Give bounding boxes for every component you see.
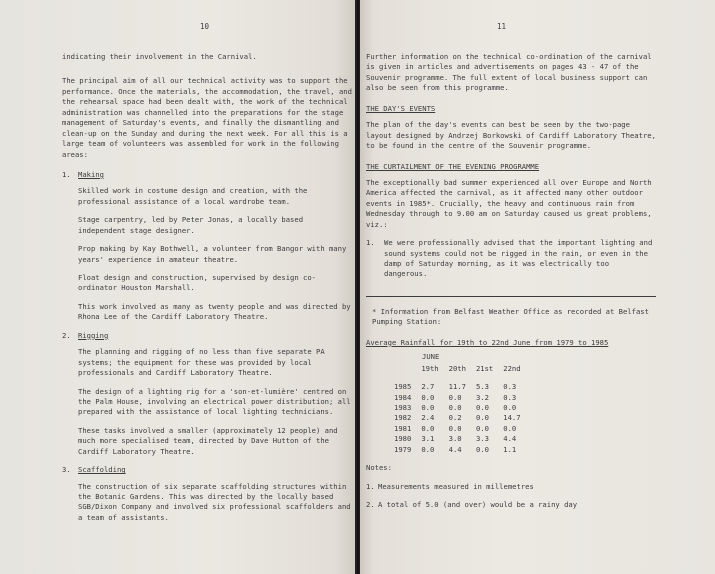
section-heading-curtailment: THE CURTAILMENT OF THE EVENING PROGRAMME [366,161,540,171]
column-header: 19th [421,363,439,373]
note-number: 2. [366,500,375,509]
left-page [0,0,356,574]
technical-info-paragraph: Further information on the technical co-ordination of the carnival is given in articles and advertisements on pages 43 - 47 of the Souvenir programme. The full extent of local business support can also be seen from this programme. [366,52,652,93]
rainfall-cell: 0.0 [475,413,489,423]
rainfall-cell: 5.3 [475,382,489,392]
rainfall-cell: 4.4 [503,434,517,444]
work-area-heading [62,170,352,180]
work-area-paragraph: Float design and construction, supervised by design co-ordinator Houston Marshall. [78,273,316,293]
work-area-paragraph: The planning and rigging of no less than five separate PA systems; the equipment for these was provided by local professionals and Cardiff Laboratory Theatre. [78,347,325,378]
rainfall-cell: 0.3 [503,382,517,392]
notes-list [366,482,656,511]
table-row [394,434,531,444]
table-row [394,424,531,434]
divider-rule [366,296,656,297]
rainfall-table [394,364,531,456]
table-row [394,445,531,455]
rainfall-cell: 0.0 [421,444,435,454]
year-cell: 1979 [394,444,412,454]
notes-title: Notes: [366,463,392,473]
work-area-paragraph: Stage carpentry, led by Peter Jonas, a locally based independent stage designer. [78,215,304,235]
rainfall-cell: 0.0 [421,423,435,433]
rainfall-cell: 0.0 [475,444,489,454]
section-heading-days-events: THE DAY'S EVENTS [366,103,436,113]
work-area-paragraph: The construction of six separate scaffolding structures within the Botanic Gardens. This was directed by the locally based SGB/Dixon Company and involved six professional scaffolders and a team of assistants. [78,481,351,522]
work-area-paragraph: The design of a lighting rig for a 'son-et-lumière' centred on the Palm House, involving an electrical power distribution; all prepared with the assistance of local lighting technicians. [78,386,351,417]
rainfall-cell: 0.0 [503,423,517,433]
table-row [394,413,531,423]
work-areas-list [62,170,352,523]
page-number: 10 [200,22,210,31]
note-text: Measurements measured in millemetres [378,481,534,491]
right-page [360,0,715,574]
rainfall-cell: 0.3 [503,392,517,402]
year-cell: 1980 [394,434,412,444]
column-header: 22nd [503,363,521,373]
note-item [366,500,656,510]
column-header: 21st [475,363,494,373]
rainfall-cell: 2.4 [421,413,435,423]
rainfall-cell: 3.3 [475,434,489,444]
work-area-title: Scaffolding [78,465,126,475]
work-area-paragraph: These tasks involved a smaller (approximately 12 people) and much more specialised team, directed by Dave Hutton of the Cardiff Laboratory Theatre. [78,425,338,456]
rainfall-cell: 4.4 [448,444,462,454]
work-area-section [62,465,352,523]
note-number: 1. [366,481,375,491]
year-cell: 1982 [394,413,412,423]
rainfall-cell: 0.0 [503,402,517,412]
rainfall-cell: 3.2 [475,392,489,402]
rainfall-cell: 0.0 [421,402,435,412]
note-text: A total of 5.0 (and over) would be a rainy day [378,500,578,509]
year-cell: 1983 [394,402,412,412]
rainfall-cell: 0.0 [475,402,489,412]
right-page-content [366,52,656,518]
table-body [394,382,531,455]
work-area-section [62,331,352,457]
rainfall-month-label: JUNE [422,352,440,362]
table-row [394,403,531,413]
note-item [366,482,656,492]
rainfall-cell: 0.0 [421,392,435,402]
rainfall-cell: 3.0 [448,434,462,444]
rainfall-table-title: Average Rainfall for 19th to 22nd June from 1979 to 1985 [366,337,609,347]
column-header: 20th [448,363,466,373]
table-header-row [394,364,531,382]
year-cell: 1985 [394,382,412,392]
page-number: 11 [497,22,507,31]
work-area-heading [62,465,352,475]
rainfall-cell: 1.1 [503,444,517,454]
curtailment-paragraph: The exceptionally bad summer experienced all over Europe and North America affected the carnival, as it affected many other outdoor events in 1985*. Crucially, the heavy and continuous rain from Wednesday through to 9.00 am on Saturday caused us great problems, viz.: [366,177,652,229]
column-header [394,364,421,382]
table-row [394,393,531,403]
year-cell: 1981 [394,423,412,433]
work-area-paragraph: Prop making by Kay Bothwell, a volunteer from Bangor with many years' experience in amateur theatre. [78,244,347,264]
days-events-paragraph: The plan of the day's events can best be seen by the two-page layout designed by Andrzej Borkowski of Cardiff Laboratory Theatre, to be found in the centre of the Souvenir programme. [366,120,656,151]
work-area-title: Rigging [78,330,109,340]
rainfall-cell: 0.0 [475,423,489,433]
rainfall-cell: 11.7 [448,382,466,392]
principal-aim-paragraph: The principal aim of all our technical activity was to support the performance. Once the materials, the accommodation, the travel, and the rehearsal space had been dealt with, the work of the technical administration was channelled into the preparations for the stage management of Saturday's events, and finally the dismantling and clean-up on the Sunday and during the next week. For all this is a large team of volunteers was assembled for work in the following areas: [62,76,352,159]
work-area-number: 2. [62,330,71,340]
year-cell: 1984 [394,392,412,402]
work-area-number: 3. [62,465,71,475]
rainfall-cell: 0.0 [448,402,462,412]
work-area-section [62,170,352,323]
rainfall-cell: 14.7 [503,413,521,423]
table-row [394,382,531,392]
list-item-number: 1. [366,238,375,248]
footnote: * Information from Belfast Weather Office as recorded at Belfast Pumping Station: [372,306,649,327]
intro-line: indicating their involvement in the Carnival. [62,52,257,61]
rainfall-cell: 3.1 [421,434,435,444]
rainfall-cell: 0.0 [448,423,462,433]
rainfall-cell: 0.0 [448,392,462,402]
work-area-heading [62,331,352,341]
work-area-paragraph: Skilled work in costume design and creation, with the professional assistance of a local wardrobe team. [78,186,308,206]
left-page-content [62,52,352,531]
work-area-number: 1. [62,169,71,179]
problem-list-item [366,238,656,280]
list-item-text: We were professionally advised that the important lighting and sound systems could not be rigged in the rain, or even in the damp of Saturday morning, as it was electrically too dangerous. [384,238,653,279]
rainfall-cell: 0.2 [448,413,462,423]
work-area-title: Making [78,169,104,179]
work-area-paragraph: This work involved as many as twenty people and was directed by Rhona Lee of the Cardiff Laboratory Theatre. [78,301,351,322]
rainfall-cell: 2.7 [421,382,435,392]
